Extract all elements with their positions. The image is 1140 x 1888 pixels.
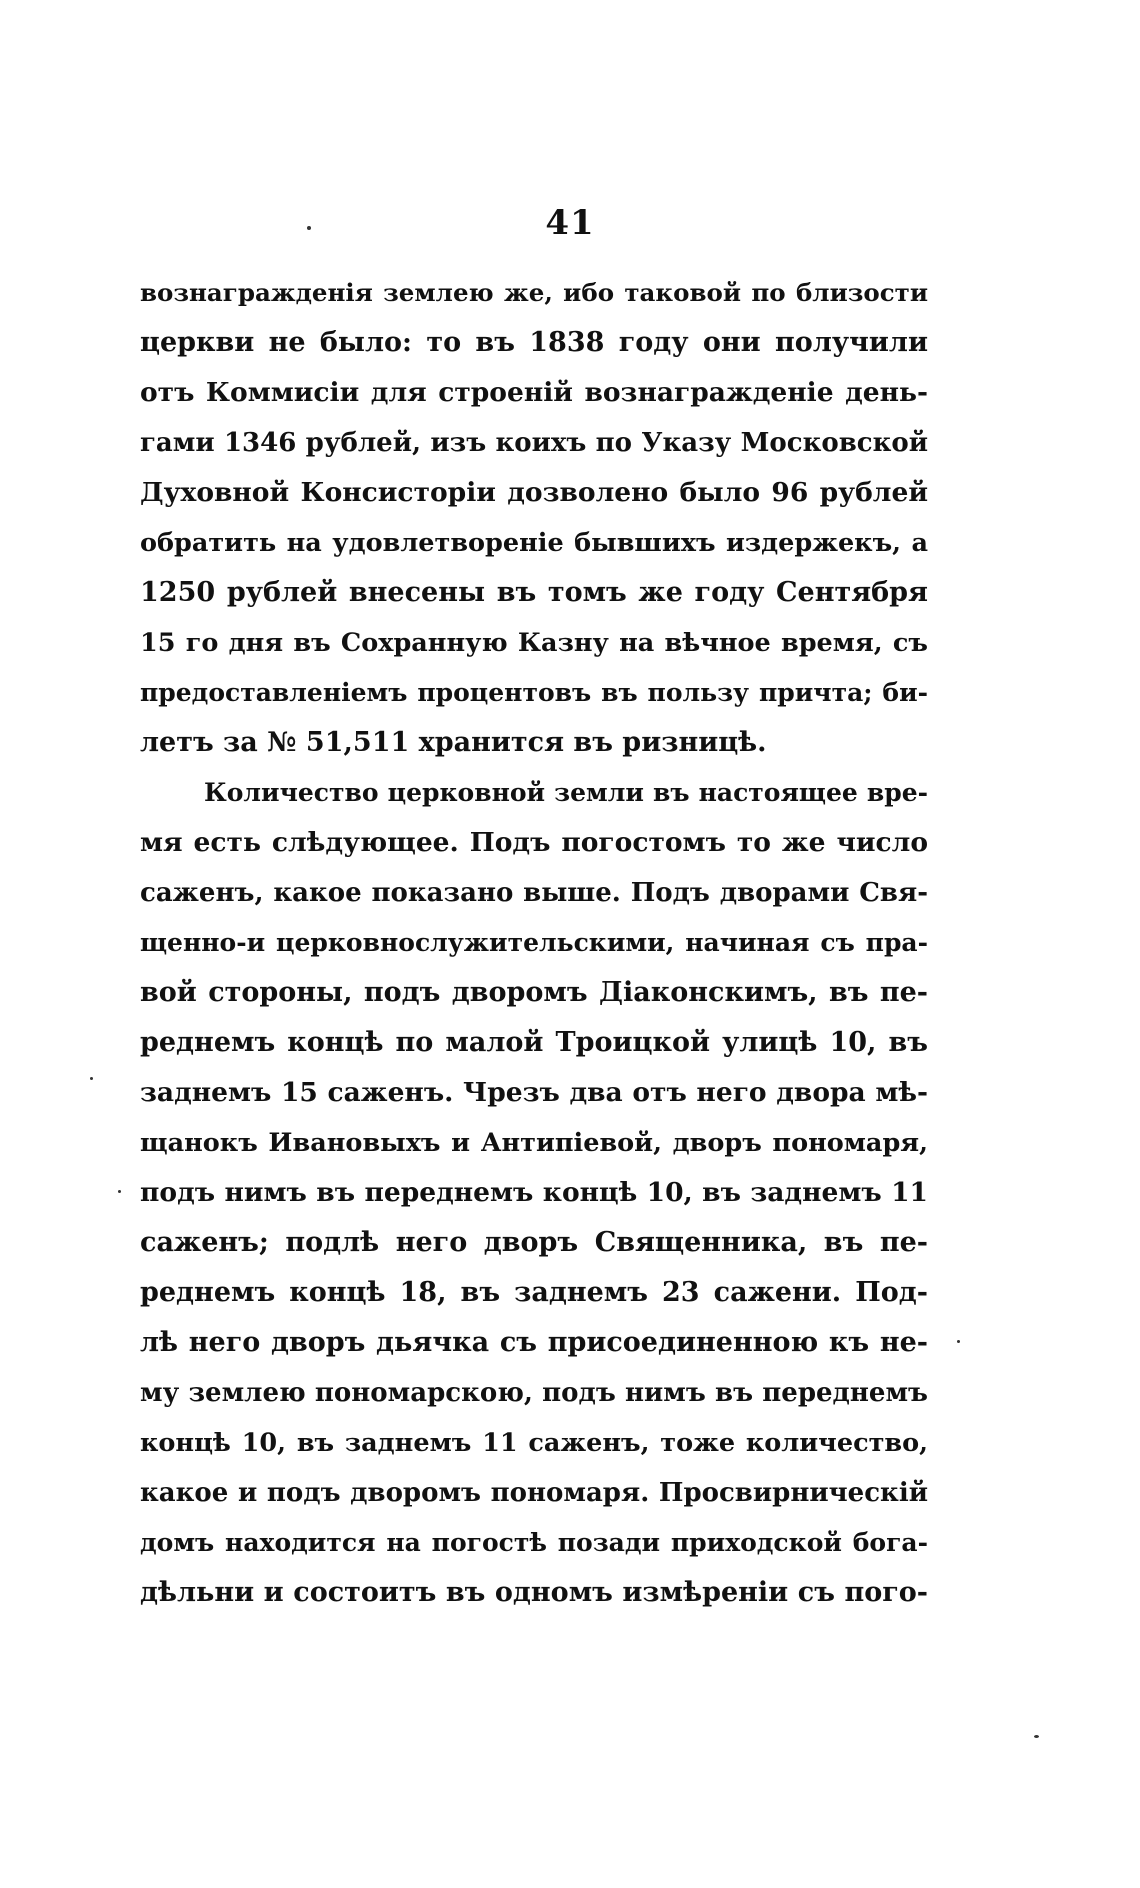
text-line: подъ нимъ въ переднемъ концѣ 10, въ заднемъ 11 [140,1177,928,1208]
text-line: вознагражденія землею же, ибо таковой по близости [140,278,928,307]
text-line: летъ за № 51,511 хранится въ ризницѣ. [140,727,767,758]
text-line: мя есть слѣдующее. Подъ погостомъ то же число [140,827,928,858]
text-line: щанокъ Ивановыхъ и Антипіевой, дворъ пономаря, [140,1128,928,1158]
page-number: 41 [545,203,595,243]
text-line: какое и подъ дворомъ пономаря. Просвирническій [140,1478,928,1508]
text-line: реднемъ концѣ по малой Троицкой улицѣ 10, въ [140,1027,928,1058]
print-speck [90,1077,93,1080]
body-text [140,268,928,1618]
text-line: реднемъ концѣ 18, въ заднемъ 23 сажени. Под- [140,1277,928,1308]
print-speck [957,1340,960,1343]
print-speck [118,1190,121,1193]
text-line: му землею пономарскою, подъ нимъ въ переднемъ [140,1378,928,1408]
print-speck [1034,1735,1039,1738]
text-line: дѣльни и состоитъ въ одномъ измѣреніи съ пого- [140,1577,928,1608]
text-line: саженъ; подлѣ него дворъ Священника, въ пе- [140,1227,928,1258]
text-line: 15 го дня въ Сохранную Казну на вѣчное время, съ [140,628,928,658]
print-speck [307,226,311,230]
text-line: щенно-и церковнослужительскими, начиная съ пра- [140,928,928,957]
text-line: 1250 рублей внесены въ томъ же году Сентября [140,577,928,608]
text-line: саженъ, какое показано выше. Подъ дворами Свя- [140,878,928,908]
text-line: концѣ 10, въ заднемъ 11 саженъ, тоже количество, [140,1428,928,1458]
text-line: вой стороны, подъ дворомъ Діаконскимъ, въ пе- [140,977,928,1008]
text-line: Духовной Консисторіи дозволено было 96 рублей [140,477,928,508]
paragraph-start-line: Количество церковной земли въ настоящее вре- [204,778,928,807]
text-line: лѣ него дворъ дьячка съ присоединенною къ не- [140,1327,928,1358]
text-line: предоставленіемъ процентовъ въ пользу причта; би- [140,678,928,707]
text-line: обратить на удовлетвореніе бывшихъ издержекъ, а [140,528,928,558]
text-line: гами 1346 рублей, изъ коихъ по Указу Московской [140,428,928,458]
text-line: церкви не было: то въ 1838 году они получили [140,327,928,358]
text-line: домъ находится на погостѣ позади приходской бога- [140,1528,928,1557]
text-line: заднемъ 15 саженъ. Чрезъ два отъ него двора мѣ- [140,1077,928,1108]
text-line: отъ Коммисіи для строеній вознагражденіе день- [140,377,928,408]
